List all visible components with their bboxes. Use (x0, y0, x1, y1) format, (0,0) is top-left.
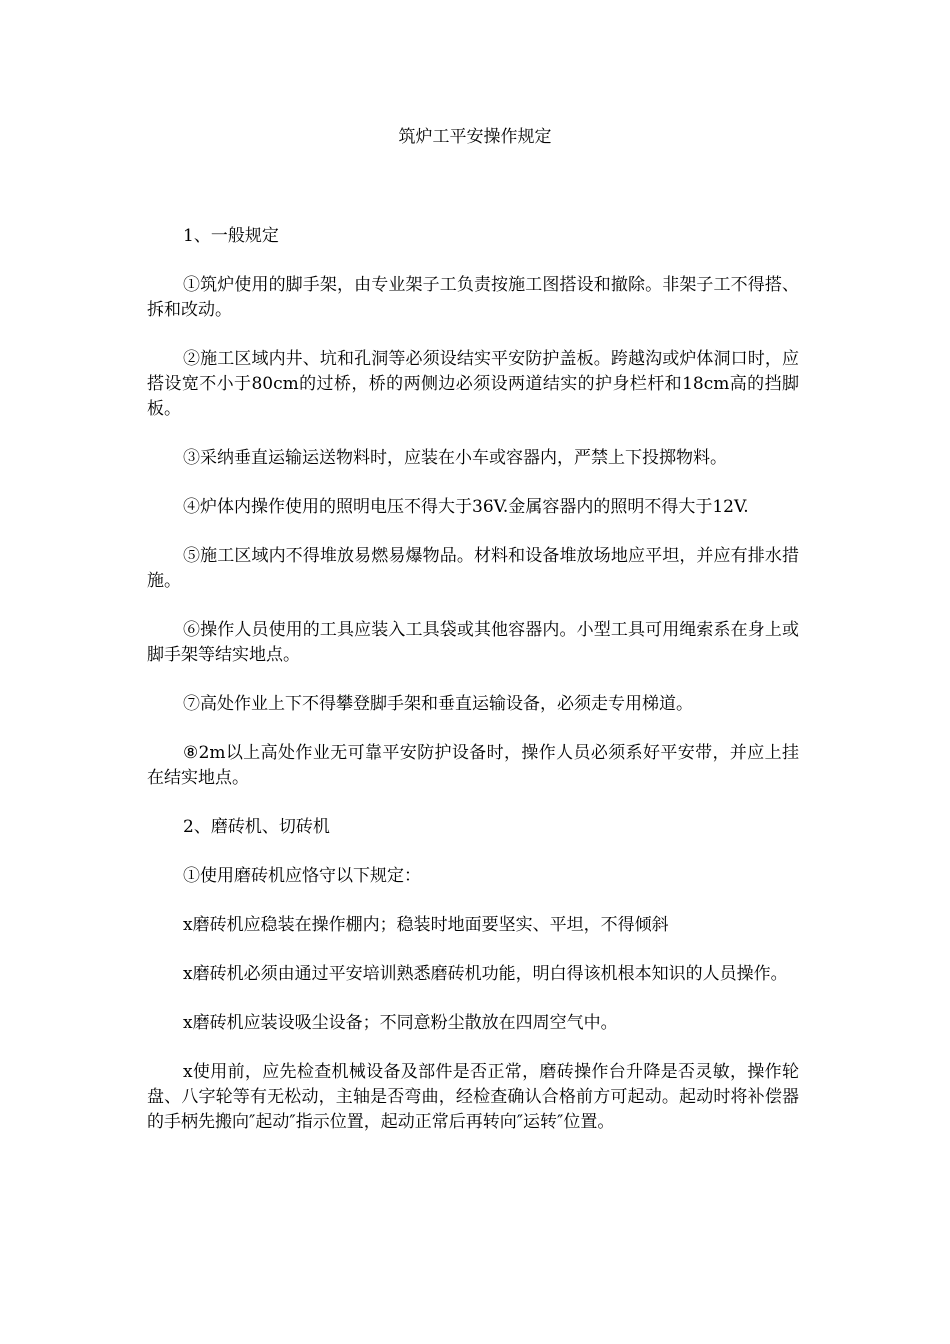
list-item: x磨砖机必须由通过平安培训熟悉磨砖机功能，明白得该机根本知识的人员操作。 (183, 964, 788, 984)
paragraph: ⑦高处作业上下不得攀登脚手架和垂直运输设备，必须走专用梯道。 (183, 694, 693, 714)
section-heading-brick-machines: 2、磨砖机、切砖机 (183, 817, 330, 837)
document-title: 筑炉工平安操作规定 (398, 127, 552, 147)
paragraph: ①筑炉使用的脚手架，由专业架子工负责按施工图搭设和撤除。非架子工不得搭、拆和改动。 (147, 275, 799, 320)
section-heading-general: 1、一般规定 (183, 226, 279, 246)
list-item: x磨砖机应装设吸尘设备；不同意粉尘散放在四周空气中。 (183, 1013, 618, 1033)
list-item: x磨砖机应稳装在操作棚内；稳装时地面要坚实、平坦，不得倾斜 (183, 915, 669, 935)
paragraph: ②施工区域内井、坑和孔洞等必须设结实平安防护盖板。跨越沟或炉体洞口时，应搭设宽不小于80cm的过桥，桥的两侧边必须设两道结实的护身栏杆和18cm高的挡脚板。 (147, 349, 799, 419)
document-body (147, 224, 799, 1159)
paragraph: ③采纳垂直运输运送物料时，应装在小车或容器内，严禁上下投掷物料。 (183, 448, 727, 468)
paragraph: ⑧2m以上高处作业无可靠平安防护设备时，操作人员必须系好平安带，并应上挂在结实地点。 (147, 743, 799, 788)
paragraph: ④炉体内操作使用的照明电压不得大于36V.金属容器内的照明不得大于12V. (183, 497, 749, 517)
paragraph: ⑥操作人员使用的工具应装入工具袋或其他容器内。小型工具可用绳索系在身上或脚手架等结实地点。 (147, 620, 799, 665)
paragraph: ⑤施工区域内不得堆放易燃易爆物品。材料和设备堆放场地应平坦，并应有排水措施。 (147, 546, 799, 591)
paragraph: ①使用磨砖机应恪守以下规定： (183, 866, 421, 886)
list-item: x使用前，应先检查机械设备及部件是否正常，磨砖操作台升降是否灵敏，操作轮盘、八字轮等有无松动，主轴是否弯曲，经检查确认合格前方可起动。起动时将补偿器的手柄先搬向″起动″指示位置，起动正常后再转向″运转″位置。 (147, 1062, 799, 1132)
